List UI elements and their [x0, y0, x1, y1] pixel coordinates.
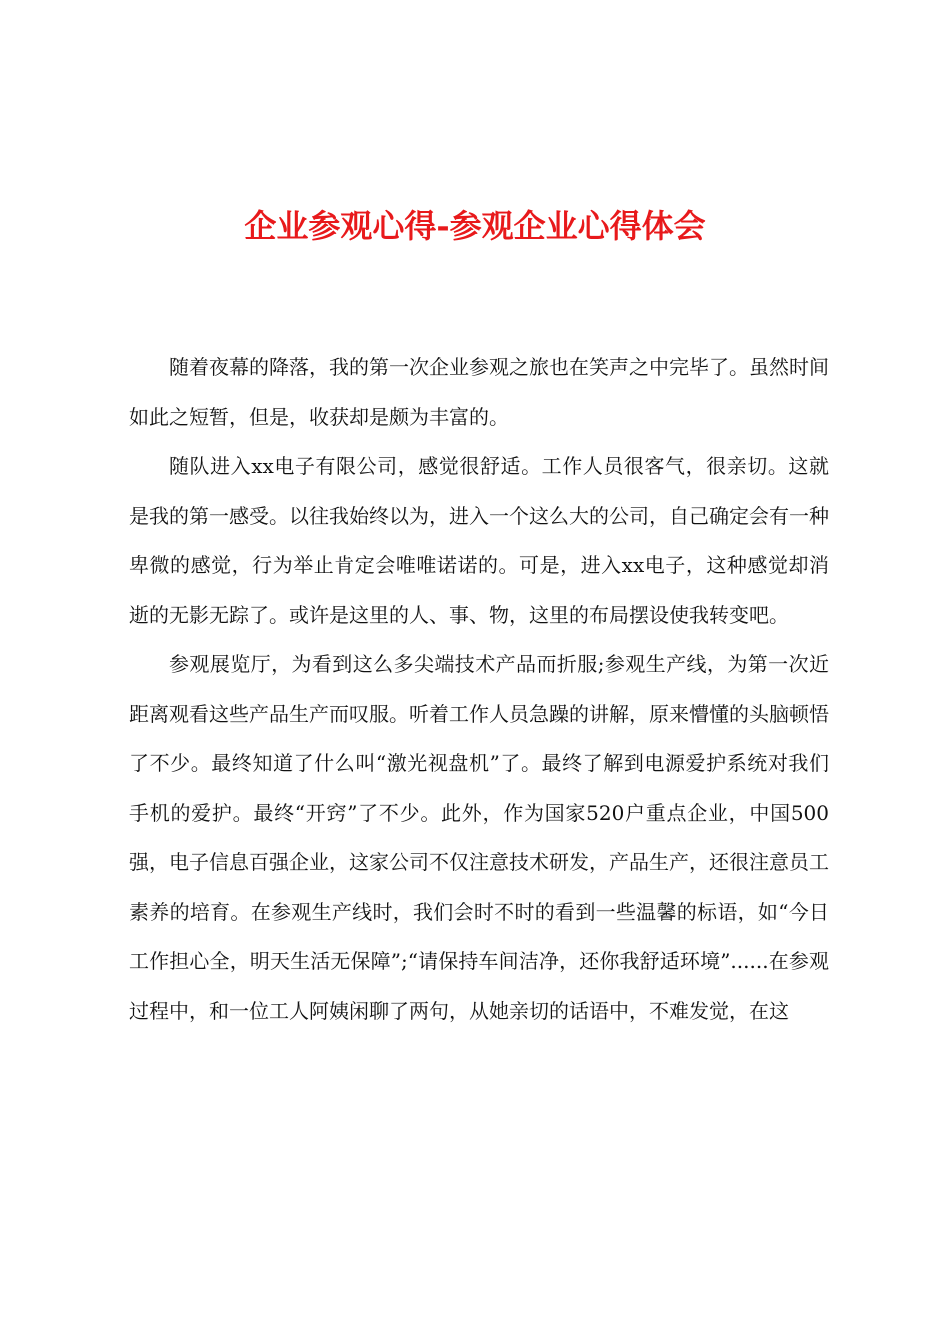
paragraph-3: 参观展览厅，为看到这么多尖端技术产品而折服;参观生产线，为第一次近距离观看这些产品生产而叹服。听着工作人员急躁的讲解，原来懵懂的头脑顿悟了不少。最终知道了什么叫“激光视盘机”了。最终了解到电源爱护系统对我们手机的爱护。最终“开窍”了不少。此外，作为国家520户重点企业，中国500强，电子信息百强企业，这家公司不仅注意技术研发，产品生产，还很注意员工素养的培育。在参观生产线时，我们会时不时的看到一些温馨的标语，如“今日工作担心全，明天生活无保障”;“请保持车间洁净，还你我舒适环境”......在参观过程中，和一位工人阿姨闲聊了两句，从她亲切的话语中，不难发觉，在这 — [129, 652, 829, 1023]
document-body — [129, 343, 829, 1036]
paragraph-1: 随着夜幕的降落，我的第一次企业参观之旅也在笑声之中完毕了。虽然时间如此之短暂，但是，收获却是颇为丰富的。 — [129, 355, 829, 429]
document-title: 企业参观心得-参观企业心得体会 — [244, 207, 706, 245]
paragraph-2: 随队进入xx电子有限公司，感觉很舒适。工作人员很客气，很亲切。这就是我的第一感受。以往我始终以为，进入一个这么大的公司，自己确定会有一种卑微的感觉，行为举止肯定会唯唯诺诺的。可是，进入xx电子，这种感觉却消逝的无影无踪了。或许是这里的人、事、物，这里的布局摆设使我转变吧。 — [129, 454, 829, 627]
